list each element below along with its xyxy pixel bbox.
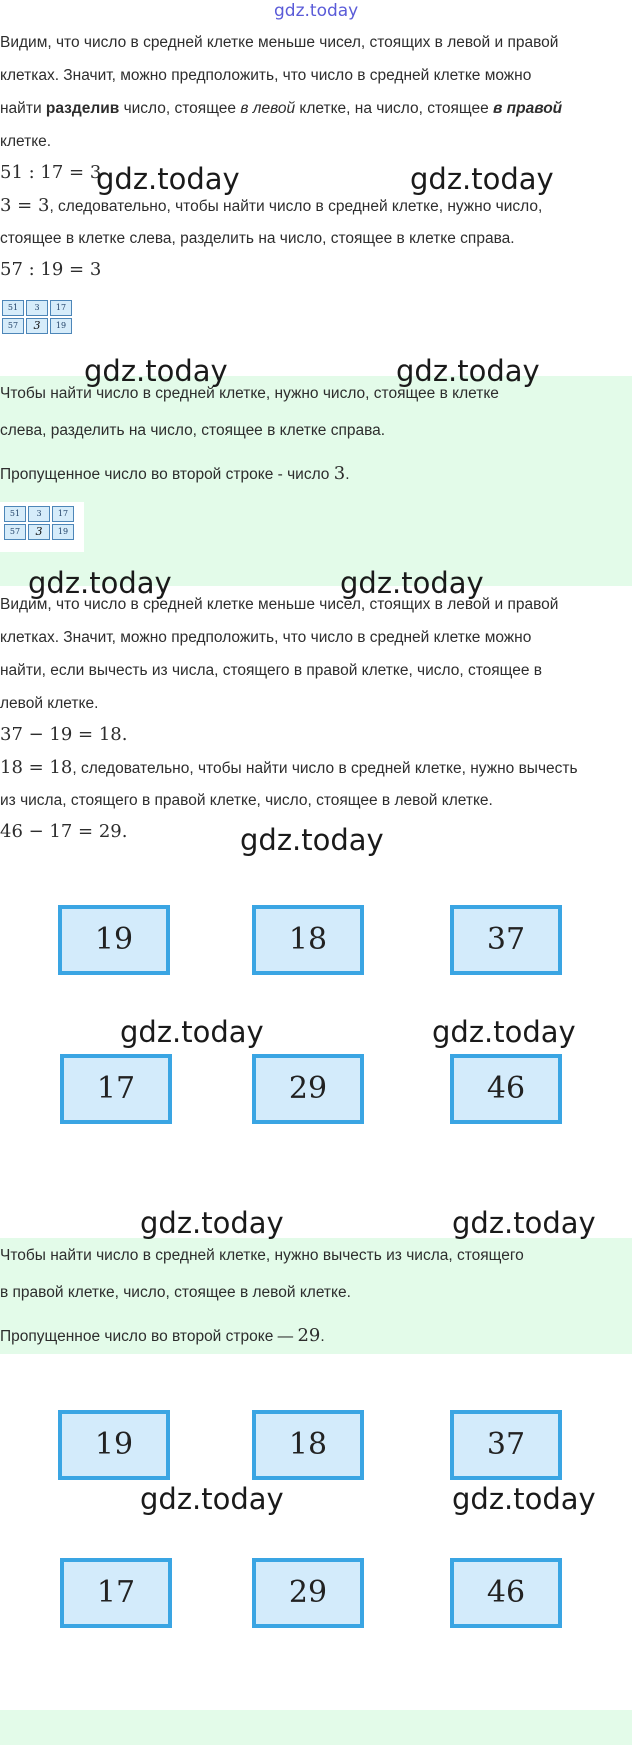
watermark: gdz.today	[140, 1482, 284, 1516]
grid-row	[2, 300, 72, 316]
grid-cell: 3	[28, 506, 50, 522]
text-line: клетках. Значит, можно предположить, что число в средней клетке можно	[0, 629, 532, 646]
answer-line: слева, разделить на число, стоящее в клетке справа.	[0, 422, 386, 439]
grid-cell: 17	[60, 1054, 172, 1124]
equation: 57 : 19 = 3	[0, 259, 102, 280]
grid-cell: 46	[450, 1558, 562, 1628]
watermark: gdz.today	[28, 566, 172, 600]
text-line: левой клетке.	[0, 695, 99, 712]
text-line: 18 = 18, следовательно, чтобы найти число в средней клетке, нужно вычесть	[0, 757, 578, 778]
grid-cell: 51	[4, 506, 26, 522]
site-logo[interactable]: gdz.today	[274, 1, 359, 21]
grid-cell: 18	[252, 905, 364, 975]
watermark: gdz.today	[120, 1015, 264, 1049]
answer-line: Чтобы найти число в средней клетке, нужно вычесть из числа, стоящего	[0, 1247, 524, 1264]
grid-cell: 19	[58, 1410, 170, 1480]
watermark: gdz.today	[240, 823, 384, 857]
text-line: найти разделив число, стоящее в левой клетке, на число, стоящее в правой	[0, 100, 563, 117]
watermark: gdz.today	[96, 162, 240, 196]
text-line: клетках. Значит, можно предположить, что число в средней клетке можно	[0, 67, 532, 84]
text-line: 3 = 3, следовательно, чтобы найти число в средней клетке, нужно число,	[0, 195, 543, 216]
equation: 51 : 17 = 3	[0, 162, 102, 183]
grid-cell: 18	[252, 1410, 364, 1480]
answer-line: Чтобы найти число в средней клетке, нужно число, стоящее в клетке	[0, 385, 499, 402]
grid-cell: 37	[450, 905, 562, 975]
answer-number: 3	[333, 463, 346, 484]
grid-row	[2, 318, 72, 334]
equation-inline: 18 = 18	[0, 757, 73, 778]
equation: 37 − 19 = 18.	[0, 724, 128, 745]
text-line: Видим, что число в средней клетке меньше чисел, стоящих в левой и правой	[0, 596, 559, 613]
grid-cell: 19	[50, 318, 72, 334]
grid-cell-answer: 3	[28, 524, 50, 540]
answer-block-3	[0, 1710, 632, 1745]
watermark: gdz.today	[432, 1015, 576, 1049]
number-grid-thumbnail	[2, 504, 76, 542]
equation: 46 − 17 = 29.	[0, 821, 128, 842]
answer-number: 29	[297, 1325, 321, 1346]
grid-cell: 57	[4, 524, 26, 540]
watermark: gdz.today	[452, 1482, 596, 1516]
emphasis-bold: разделив	[45, 100, 120, 117]
equation-inline: 3 = 3	[0, 195, 50, 216]
emphasis-italic: в левой	[240, 100, 296, 117]
text-line: стоящее в клетке слева, разделить на число, стоящее в клетке справа.	[0, 230, 515, 247]
grid-cell: 3	[26, 300, 48, 316]
text-line: клетке.	[0, 133, 52, 150]
grid-cell: 51	[2, 300, 24, 316]
grid-cell-answer: 29	[252, 1558, 364, 1628]
grid-cell: 46	[450, 1054, 562, 1124]
answer-line: в правой клетке, число, стоящее в левой клетке.	[0, 1284, 351, 1301]
grid-cell: 37	[450, 1410, 562, 1480]
grid-row	[4, 506, 74, 522]
grid-cell: 57	[2, 318, 24, 334]
watermark: gdz.today	[396, 354, 540, 388]
watermark: gdz.today	[340, 566, 484, 600]
text-line: Видим, что число в средней клетке меньше чисел, стоящих в левой и правой	[0, 34, 559, 51]
grid-cell: 19	[58, 905, 170, 975]
grid-cell-answer: 3	[26, 318, 48, 334]
answer-line: Пропущенное число во второй строке - число 3.	[0, 463, 350, 484]
watermark: gdz.today	[140, 1206, 284, 1240]
text-line: найти, если вычесть из числа, стоящего в правой клетке, число, стоящее в	[0, 662, 543, 679]
grid-cell: 19	[52, 524, 74, 540]
grid-cell: 17	[50, 300, 72, 316]
grid-cell: 17	[60, 1558, 172, 1628]
text-line: из числа, стоящего в правой клетке, число, стоящее в левой клетке.	[0, 792, 493, 809]
watermark: gdz.today	[84, 354, 228, 388]
emphasis-bold-italic: в правой	[493, 100, 563, 117]
grid-row	[4, 524, 74, 540]
grid-cell: 17	[52, 506, 74, 522]
answer-line: Пропущенное число во второй строке — 29.	[0, 1325, 325, 1346]
number-grid-thumbnail	[0, 298, 74, 336]
grid-cell-answer: 29	[252, 1054, 364, 1124]
watermark: gdz.today	[452, 1206, 596, 1240]
watermark: gdz.today	[410, 162, 554, 196]
